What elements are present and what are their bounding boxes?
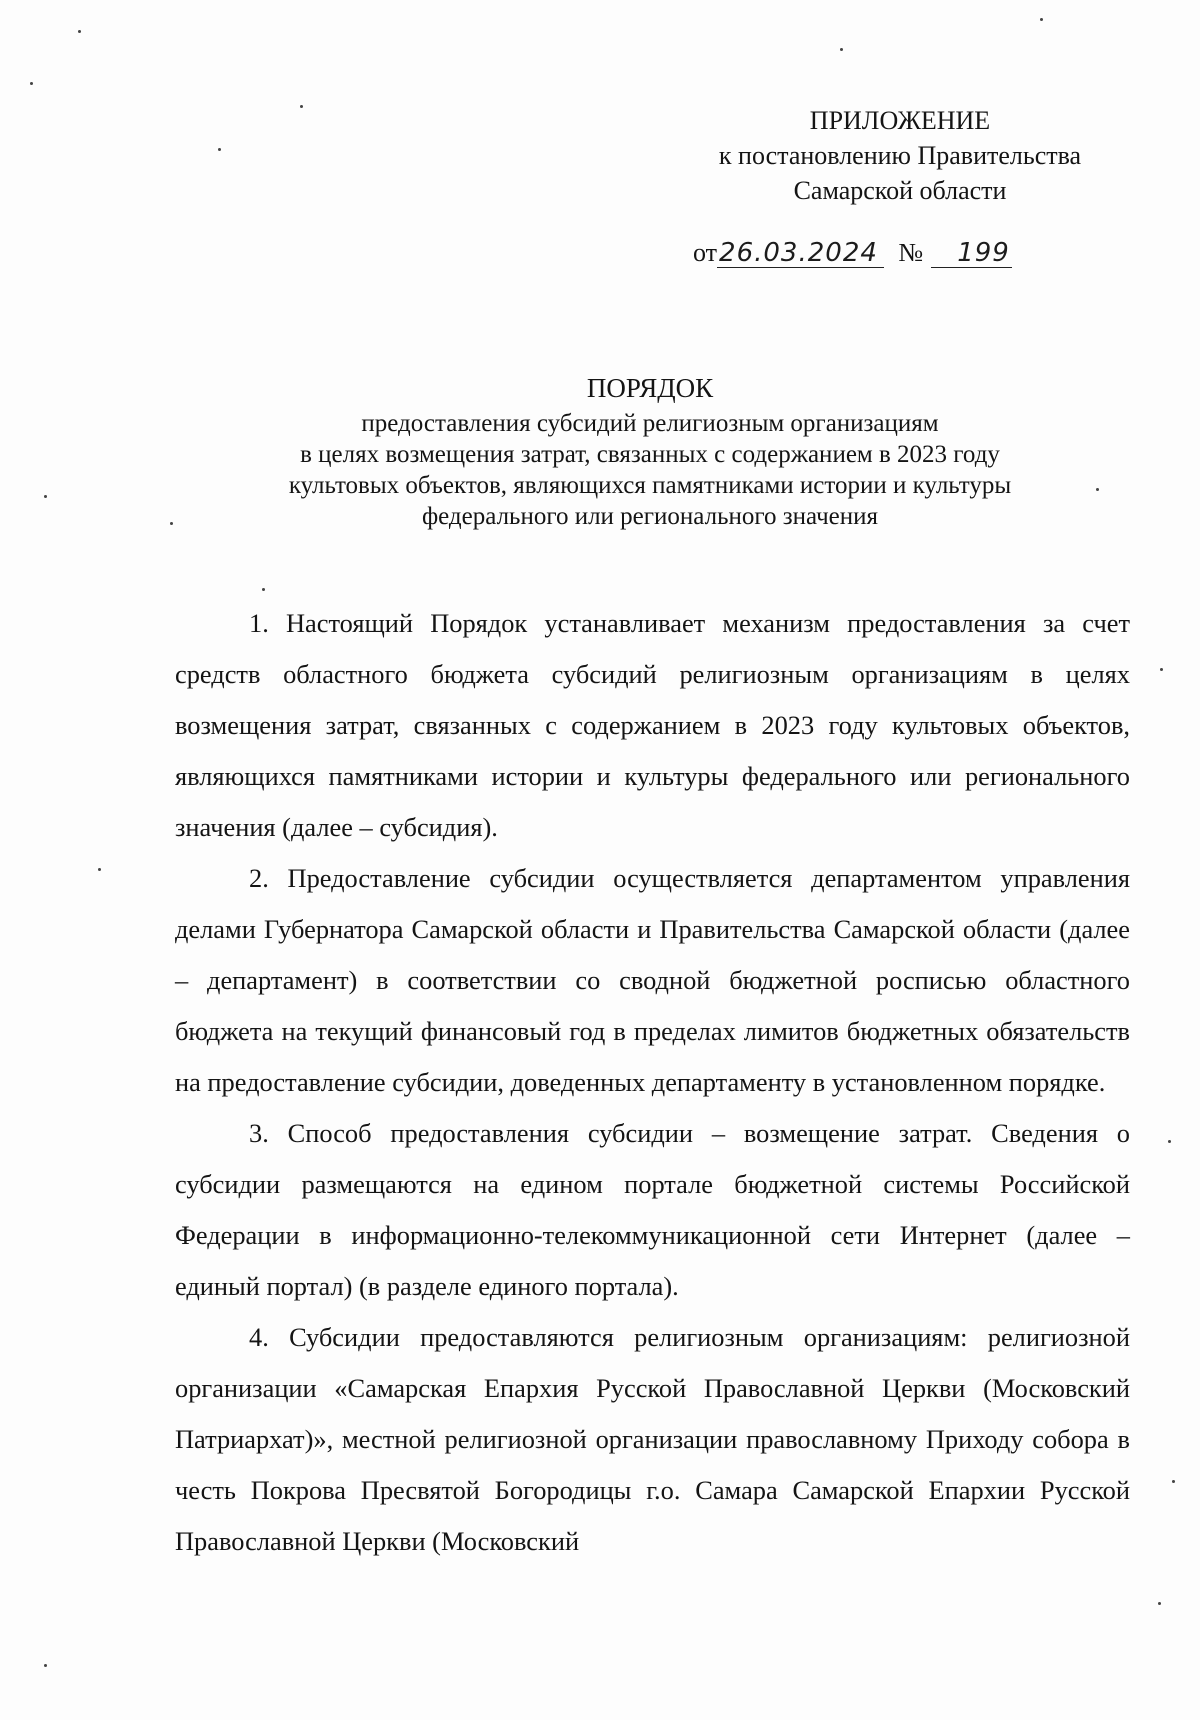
resolution-date-line	[693, 236, 1012, 270]
appendix-header	[680, 103, 1120, 208]
scan-speck	[1160, 668, 1163, 671]
scan-speck	[300, 105, 303, 108]
document-title	[170, 370, 1130, 532]
scan-speck	[1040, 18, 1043, 21]
paragraph-4: 4. Субсидии предоставляются религиозным организациям: религиозной организации «Самарская Епархия Русской Православной Церкви (Московский Патриархат)», местной религиозной организации православному Приходу собора в честь Покрова Пресвятой Богородицы г.о. Самара Самарской Епархии Русской Православной Церкви (Московский	[175, 1322, 1130, 1556]
scan-speck	[98, 868, 101, 871]
scan-speck	[1168, 1140, 1171, 1143]
handwritten-number: 199	[931, 239, 1012, 268]
scan-speck	[44, 1664, 47, 1667]
scan-speck	[78, 30, 81, 33]
title-line: предоставления субсидий религиозным организациям	[361, 410, 939, 437]
paragraph-2: 2. Предоставление субсидии осуществляется департаментом управления делами Губернатора Самарской области и Правительства Самарской области (далее – департамент) в соответствии со сводной бюджетной росписью областного бюджета на текущий финансовый год в пределах лимитов бюджетных обязательств на предоставление субсидии, доведенных департаменту в установленном порядке.	[175, 863, 1130, 1097]
document-body	[175, 598, 1130, 1567]
title-heading: ПОРЯДОК	[586, 373, 714, 403]
scan-speck	[44, 495, 47, 498]
title-line: в целях возмещения затрат, связанных с содержанием в 2023 году	[300, 441, 1000, 468]
scan-speck	[262, 588, 265, 591]
paragraph-1: 1. Настоящий Порядок устанавливает механизм предоставления за счет средств областного бюджета субсидий религиозным организациям в целях возмещения затрат, связанных с содержанием в 2023 году культовых объектов, являющихся памятниками истории и культуры федерального или регионального значения (далее – субсидия).	[175, 608, 1130, 842]
title-line: культовых объектов, являющихся памятниками истории и культуры	[288, 472, 1012, 499]
scan-speck	[218, 148, 221, 151]
appendix-line-region: Самарской области	[793, 176, 1007, 205]
paragraph-3: 3. Способ предоставления субсидии – возмещение затрат. Сведения о субсидии размещаются на едином портале бюджетной системы Российской Федерации в информационно-телекоммуникационной сети Интернет (далее – единый портал) (в разделе единого портала).	[175, 1118, 1130, 1301]
appendix-line-resolution: к постановлению Правительства	[718, 141, 1082, 170]
title-line: федерального или регионального значения	[421, 503, 879, 530]
number-sign: №	[898, 238, 924, 267]
scan-speck	[1158, 1602, 1161, 1605]
scan-speck	[1096, 488, 1099, 491]
scan-speck	[170, 522, 173, 525]
scan-speck	[1172, 1480, 1175, 1483]
date-prefix: от	[693, 238, 718, 267]
scan-speck	[30, 82, 33, 85]
scan-speck	[840, 48, 843, 51]
appendix-title: ПРИЛОЖЕНИЕ	[809, 106, 991, 135]
handwritten-date: 26.03.2024	[717, 239, 884, 268]
